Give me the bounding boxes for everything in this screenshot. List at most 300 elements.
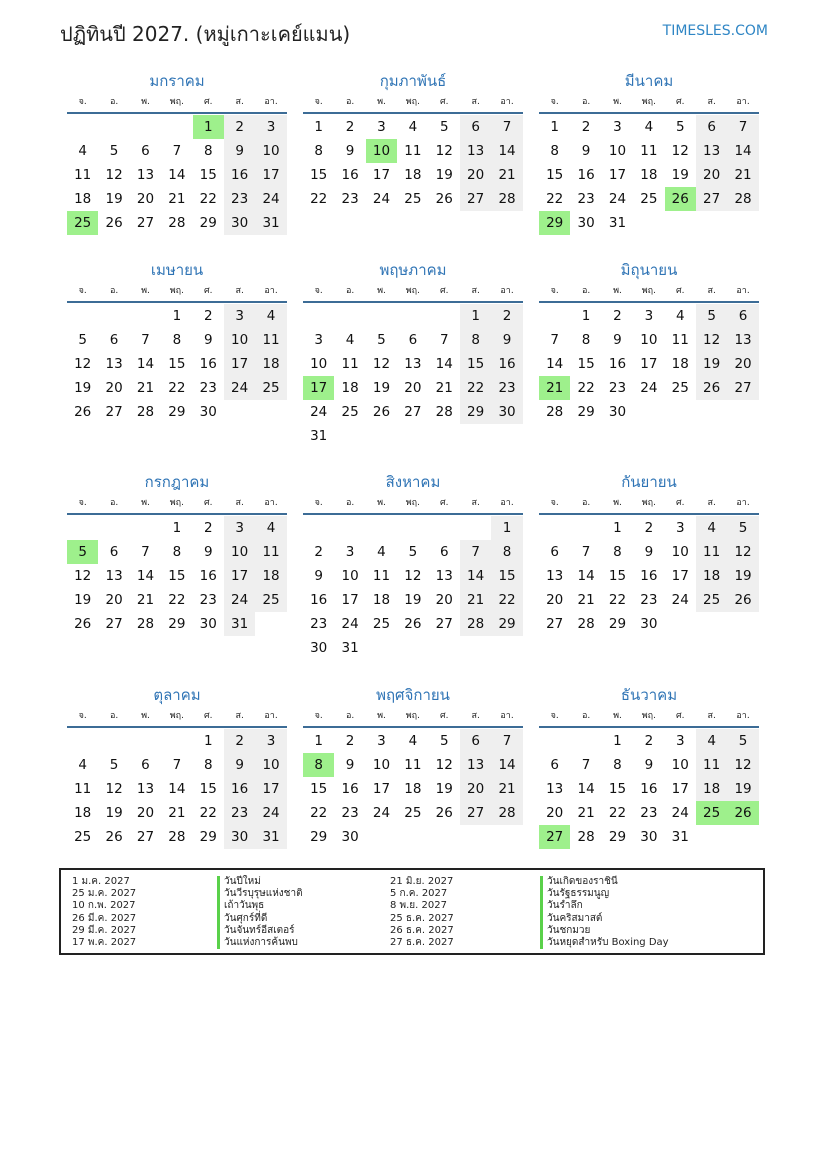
month-name: กุมภาพันธ์: [379, 72, 447, 90]
day-cell: 18: [640, 167, 658, 183]
empty-cell: [224, 400, 255, 424]
day-cell: 6: [439, 544, 449, 560]
weekend-day-cell: 1: [491, 516, 522, 540]
weekday-label: อ.: [581, 97, 591, 107]
day-cell: 5: [377, 332, 386, 348]
weekday-label: อา.: [500, 97, 514, 107]
weekday-label: ส.: [235, 498, 244, 508]
day-cell: 12: [671, 143, 689, 159]
week-row: [67, 187, 287, 211]
weekday-label: พฤ.: [169, 286, 184, 296]
day-cell: 11: [404, 757, 422, 773]
weekend-day-cell: 13: [696, 139, 727, 163]
week-row: [303, 636, 523, 660]
day-cell: 9: [203, 544, 213, 560]
day-cell: 19: [671, 167, 689, 183]
day-cell: 25: [640, 191, 658, 207]
day-cell: 28: [546, 404, 564, 420]
day-cell: 15: [199, 167, 217, 183]
empty-cell: [727, 211, 758, 235]
weekday-label: อ.: [345, 711, 355, 721]
weekend-day-cell: 4: [696, 516, 727, 540]
holiday-day-cell: 8: [303, 753, 334, 777]
weekend-day-cell: 6: [460, 115, 491, 139]
week-row: [303, 115, 523, 139]
weekend-day-cell: 6: [696, 115, 727, 139]
weekend-day-cell: 26: [696, 376, 727, 400]
weekend-day-cell: 4: [696, 729, 727, 753]
weekend-day-cell: 18: [696, 777, 727, 801]
day-cell: 9: [644, 757, 654, 773]
weekday-label: ศ.: [203, 286, 213, 296]
day-cell: 24: [671, 592, 689, 608]
weekend-day-cell: 17: [255, 777, 286, 801]
day-cell: 7: [172, 757, 182, 773]
day-cell: 24: [310, 404, 328, 420]
day-cell: 28: [136, 616, 155, 632]
day-cell: 16: [608, 356, 627, 372]
weekday-label: ศ.: [675, 711, 685, 721]
week-row: [539, 825, 759, 849]
day-cell: 24: [372, 191, 391, 207]
holiday-date: 8 พ.ย. 2027: [390, 900, 447, 912]
day-cell: 12: [105, 781, 123, 797]
day-cell: 13: [136, 167, 155, 183]
empty-cell: [429, 516, 460, 540]
weekend-day-cell: 25: [255, 588, 286, 612]
day-cell: 28: [168, 215, 186, 231]
weekday-label: ส.: [707, 711, 716, 721]
empty-cell: [303, 516, 334, 540]
empty-cell: [98, 304, 129, 328]
holiday-names-col-1: [217, 876, 303, 949]
day-cell: 25: [372, 616, 391, 632]
day-cell: 23: [310, 616, 328, 632]
day-cell: 4: [408, 119, 418, 135]
day-cell: 10: [310, 356, 328, 372]
weekend-day-cell: 30: [491, 400, 522, 424]
empty-cell: [491, 825, 522, 849]
empty-cell: [696, 612, 727, 636]
day-cell: 23: [608, 380, 627, 396]
day-cell: 31: [671, 829, 689, 845]
day-cell: 14: [168, 781, 186, 797]
weekend-day-cell: 28: [491, 187, 522, 211]
day-cell: 30: [577, 215, 595, 231]
month-name: ธันวาคม: [620, 686, 678, 704]
weekday-label: พฤ.: [405, 286, 420, 296]
weekend-day-cell: 6: [727, 304, 758, 328]
weekday-label: อ.: [345, 97, 355, 107]
month-block: [539, 682, 759, 849]
holiday-name: วันรัฐธรรมนูญ: [540, 888, 669, 900]
day-cell: 26: [435, 191, 453, 207]
empty-cell: [397, 636, 428, 660]
day-cell: 11: [671, 332, 689, 348]
empty-cell: [665, 612, 696, 636]
weekend-day-cell: 30: [224, 211, 255, 235]
day-cell: 22: [168, 380, 186, 396]
week-row: [303, 612, 523, 636]
holiday-date: 10 ก.พ. 2027: [72, 900, 136, 912]
day-cell: 4: [78, 757, 87, 773]
day-cell: 26: [372, 404, 391, 420]
holiday-day-cell: 29: [539, 211, 570, 235]
weekend-day-cell: 18: [255, 352, 286, 376]
week-row: [67, 304, 287, 328]
weekend-day-cell: 19: [696, 352, 727, 376]
day-cell: 9: [581, 143, 591, 159]
week-row: [303, 376, 523, 400]
weekday-header: [539, 708, 759, 726]
weekday-header: [67, 708, 287, 726]
weekday-label: อ.: [109, 498, 119, 508]
day-cell: 22: [608, 805, 627, 821]
day-cell: 25: [74, 829, 92, 845]
holiday-day-cell: 25: [67, 211, 98, 235]
day-cell: 8: [613, 544, 622, 560]
week-row: [303, 516, 523, 540]
day-cell: 26: [404, 616, 422, 632]
day-cell: 22: [199, 805, 217, 821]
holiday-day-cell: 25: [696, 801, 727, 825]
holiday-name: วันแห่งการค้นพบ: [217, 937, 303, 949]
day-cell: 20: [136, 191, 155, 207]
day-cell: 22: [310, 191, 328, 207]
empty-cell: [67, 304, 98, 328]
day-cell: 18: [404, 167, 422, 183]
day-cell: 21: [136, 380, 155, 396]
day-cell: 27: [546, 616, 564, 632]
weekday-label: พฤ.: [169, 97, 184, 107]
day-cell: 24: [671, 805, 689, 821]
month-block: [303, 682, 523, 849]
day-cell: 24: [640, 380, 658, 396]
day-cell: 18: [671, 356, 689, 372]
week-row: [67, 801, 287, 825]
weekday-label: อ.: [581, 286, 591, 296]
day-cell: 10: [372, 757, 391, 773]
week-row: [67, 211, 287, 235]
weekend-day-cell: 25: [696, 588, 727, 612]
day-cell: 31: [341, 640, 359, 656]
weekend-day-cell: 12: [727, 753, 758, 777]
day-cell: 3: [675, 520, 685, 536]
week-row: [67, 612, 287, 636]
weekday-label: อา.: [500, 711, 514, 721]
week-row: [67, 400, 287, 424]
holiday-date: 17 พ.ค. 2027: [72, 936, 137, 948]
empty-cell: [334, 424, 365, 448]
weekend-day-cell: 27: [727, 376, 758, 400]
empty-cell: [366, 424, 397, 448]
weekend-day-cell: 15: [460, 352, 491, 376]
weekend-day-cell: 12: [696, 328, 727, 352]
weekday-label: จ.: [78, 286, 87, 296]
weekend-day-cell: 10: [255, 753, 286, 777]
month-block: [539, 68, 759, 235]
holiday-day-cell: 27: [539, 825, 570, 849]
weekend-day-cell: 31: [255, 211, 286, 235]
week-row: [303, 400, 523, 424]
weekday-label: ส.: [471, 286, 480, 296]
weekday-label: อ.: [345, 286, 355, 296]
day-cell: 13: [105, 356, 123, 372]
day-cell: 25: [404, 191, 422, 207]
day-cell: 20: [105, 592, 123, 608]
weekday-label: อา.: [264, 711, 278, 721]
page-title: ปฏิทินปี 2027. (หมู่เกาะเคย์แมน): [60, 22, 351, 46]
weekend-day-cell: 16: [224, 163, 255, 187]
day-cell: 4: [377, 544, 386, 560]
weekend-day-cell: 7: [491, 729, 522, 753]
day-cell: 2: [644, 733, 654, 749]
empty-cell: [491, 636, 522, 660]
week-row: [67, 729, 287, 753]
day-cell: 20: [546, 805, 564, 821]
day-cell: 21: [168, 191, 186, 207]
empty-cell: [727, 612, 758, 636]
day-cell: 31: [310, 428, 328, 444]
weekday-label: ส.: [707, 498, 716, 508]
weekday-label: พ.: [613, 286, 622, 296]
weekday-label: พ.: [377, 286, 386, 296]
week-row: [67, 115, 287, 139]
day-cell: 15: [577, 356, 595, 372]
holiday-list: [59, 868, 765, 955]
weekday-header: [539, 94, 759, 112]
weekend-day-cell: 9: [224, 139, 255, 163]
weekend-day-cell: 9: [491, 328, 522, 352]
month-name: เมษายน: [150, 261, 204, 279]
holiday-name: วันรำลึก: [540, 900, 669, 912]
day-cell: 6: [109, 332, 119, 348]
month-block: [303, 68, 523, 211]
day-cell: 1: [172, 308, 182, 324]
weekday-label: พ.: [613, 498, 622, 508]
weekday-header: [67, 495, 287, 513]
weekend-day-cell: 21: [491, 777, 522, 801]
day-cell: 5: [109, 757, 119, 773]
month-name: กรกฎาคม: [144, 473, 210, 491]
weekend-day-cell: 28: [491, 801, 522, 825]
weekday-label: จ.: [314, 498, 323, 508]
day-cell: 20: [404, 380, 422, 396]
week-row: [539, 163, 759, 187]
day-cell: 24: [608, 191, 627, 207]
weekday-header: [303, 94, 523, 112]
weekend-day-cell: 11: [696, 540, 727, 564]
day-cell: 14: [546, 356, 564, 372]
day-cell: 9: [644, 544, 654, 560]
weekday-label: อ.: [581, 711, 591, 721]
weekend-day-cell: 17: [255, 163, 286, 187]
day-cell: 13: [546, 781, 564, 797]
day-cell: 16: [341, 167, 359, 183]
week-row: [539, 211, 759, 235]
day-cell: 29: [168, 616, 186, 632]
weekend-day-cell: 24: [255, 187, 286, 211]
day-cell: 2: [203, 308, 213, 324]
day-cell: 13: [136, 781, 155, 797]
day-cell: 16: [310, 592, 328, 608]
weekday-label: ส.: [707, 286, 716, 296]
day-cell: 21: [168, 805, 186, 821]
weekday-label: พ.: [377, 498, 386, 508]
week-row: [539, 540, 759, 564]
weekend-day-cell: 13: [727, 328, 758, 352]
weekday-label: อา.: [500, 498, 514, 508]
week-row: [303, 825, 523, 849]
day-cell: 27: [136, 829, 155, 845]
weekday-label: ศ.: [203, 711, 213, 721]
empty-cell: [570, 729, 601, 753]
day-cell: 12: [435, 143, 453, 159]
day-cell: 4: [345, 332, 355, 348]
day-cell: 9: [345, 143, 355, 159]
weekend-day-cell: 23: [224, 187, 255, 211]
day-cell: 30: [640, 616, 658, 632]
week-row: [67, 564, 287, 588]
weekday-label: อา.: [736, 711, 750, 721]
weekday-label: ศ.: [675, 498, 685, 508]
weekday-label: อ.: [345, 498, 355, 508]
weekend-day-cell: 3: [255, 729, 286, 753]
empty-cell: [255, 612, 286, 636]
empty-cell: [98, 516, 129, 540]
weekend-day-cell: 19: [727, 777, 758, 801]
weekend-day-cell: 29: [460, 400, 491, 424]
weekday-label: จ.: [550, 498, 559, 508]
weekend-day-cell: 27: [460, 801, 491, 825]
weekend-day-cell: 5: [696, 304, 727, 328]
day-cell: 25: [671, 380, 689, 396]
month-name: มิถุนายน: [620, 261, 678, 279]
weekday-label: ส.: [471, 711, 480, 721]
empty-cell: [539, 304, 570, 328]
day-cell: 12: [404, 568, 422, 584]
weekend-day-cell: 18: [696, 564, 727, 588]
month-block: [539, 469, 759, 636]
weekend-day-cell: 15: [491, 564, 522, 588]
day-cell: 3: [345, 544, 355, 560]
week-row: [539, 400, 759, 424]
weekday-label: ส.: [471, 97, 480, 107]
holiday-name: วันปีใหม่: [217, 876, 303, 888]
empty-cell: [98, 115, 129, 139]
weekday-label: อา.: [736, 286, 750, 296]
holiday-date: 1 ม.ค. 2027: [72, 876, 130, 887]
week-row: [303, 163, 523, 187]
empty-cell: [334, 516, 365, 540]
day-cell: 3: [314, 332, 323, 348]
holiday-date: 21 มิ.ย. 2027: [390, 876, 454, 887]
day-cell: 22: [168, 592, 186, 608]
day-cell: 6: [109, 544, 119, 560]
week-row: [67, 540, 287, 564]
day-cell: 8: [172, 332, 182, 348]
month-name: สิงหาคม: [385, 473, 441, 491]
weekend-day-cell: 31: [224, 612, 255, 636]
holiday-date: 29 มี.ค. 2027: [72, 924, 137, 936]
day-cell: 1: [314, 119, 323, 135]
weekday-label: อ.: [109, 97, 119, 107]
day-cell: 15: [608, 781, 627, 797]
weekday-label: พฤ.: [405, 711, 420, 721]
week-row: [67, 588, 287, 612]
weekday-label: อา.: [264, 97, 278, 107]
day-cell: 11: [404, 143, 422, 159]
month-block: [67, 68, 287, 235]
day-cell: 20: [435, 592, 453, 608]
day-cell: 10: [671, 757, 689, 773]
day-cell: 15: [168, 568, 186, 584]
weekend-day-cell: 3: [255, 115, 286, 139]
day-cell: 22: [546, 191, 564, 207]
empty-cell: [539, 729, 570, 753]
weekend-day-cell: 20: [460, 777, 491, 801]
day-cell: 19: [105, 191, 123, 207]
weekday-label: ศ.: [439, 286, 449, 296]
week-row: [303, 564, 523, 588]
day-cell: 1: [314, 733, 323, 749]
weekday-label: จ.: [314, 711, 323, 721]
weekend-day-cell: 3: [224, 516, 255, 540]
weekday-label: พ.: [377, 711, 386, 721]
weekday-label: อา.: [264, 498, 278, 508]
day-cell: 1: [203, 733, 213, 749]
day-cell: 23: [577, 191, 595, 207]
brand-link[interactable]: TIMESLES.COM: [662, 23, 768, 39]
day-cell: 6: [141, 757, 150, 773]
day-cell: 5: [439, 119, 449, 135]
weekend-day-cell: 27: [460, 187, 491, 211]
weekday-label: อา.: [264, 286, 278, 296]
empty-cell: [67, 115, 98, 139]
weekend-day-cell: 18: [255, 564, 286, 588]
weekend-day-cell: 10: [224, 540, 255, 564]
day-cell: 9: [203, 332, 213, 348]
month-block: [67, 257, 287, 424]
day-cell: 1: [172, 520, 182, 536]
empty-cell: [397, 304, 428, 328]
empty-cell: [665, 211, 696, 235]
weekend-day-cell: 13: [460, 753, 491, 777]
day-cell: 30: [608, 404, 627, 420]
day-cell: 8: [203, 757, 213, 773]
holiday-day-cell: 26: [727, 801, 758, 825]
weekday-label: ส.: [235, 97, 244, 107]
day-cell: 2: [644, 520, 654, 536]
empty-cell: [727, 400, 758, 424]
day-cell: 19: [105, 805, 123, 821]
empty-cell: [727, 825, 758, 849]
day-cell: 27: [105, 404, 123, 420]
day-cell: 28: [136, 404, 155, 420]
day-cell: 10: [640, 332, 658, 348]
month-name: มีนาคม: [624, 72, 674, 90]
holiday-date: 27 ธ.ค. 2027: [390, 936, 454, 948]
day-cell: 16: [341, 781, 359, 797]
day-cell: 14: [136, 356, 155, 372]
week-row: [539, 115, 759, 139]
weekend-day-cell: 19: [727, 564, 758, 588]
weekend-day-cell: 24: [255, 801, 286, 825]
day-cell: 15: [199, 781, 217, 797]
weekday-label: จ.: [314, 97, 323, 107]
empty-cell: [161, 115, 192, 139]
day-cell: 7: [172, 143, 182, 159]
